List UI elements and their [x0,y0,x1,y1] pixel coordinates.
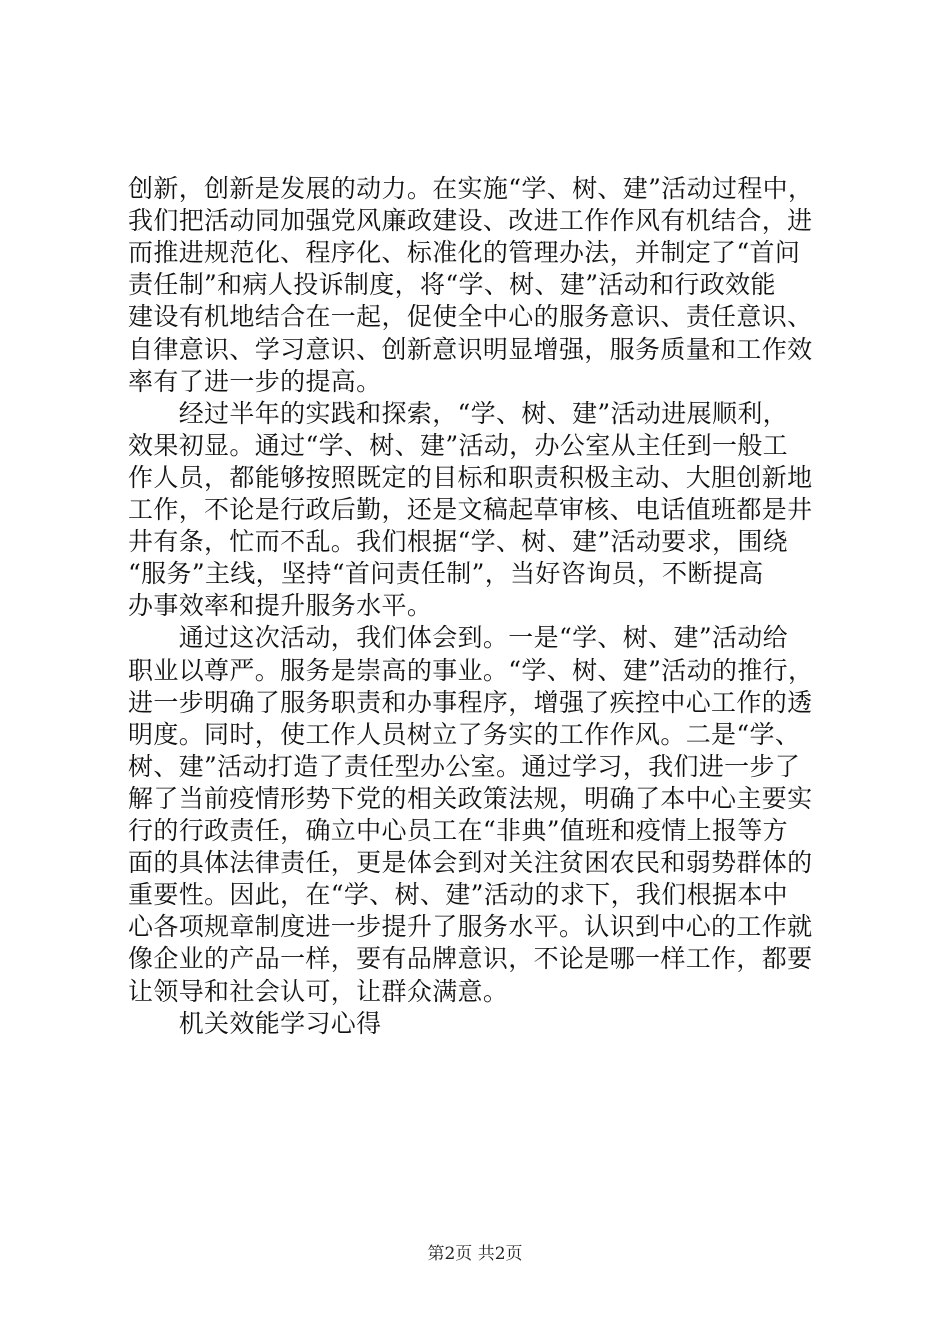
page-footer: 第2页 共2页 [427,1244,523,1264]
text-line: 面的具体法律责任，更是体会到对关注贫困农民和弱势群体的 [128,848,813,878]
text-line: 效果初显。通过“学、树、建”活动，办公室从主任到一般工 [128,430,789,460]
text-line: 行的行政责任，确立中心员工在“非典”值班和疫情上报等方 [128,816,789,845]
text-line: 重要性。因此，在“学、树、建”活动的求下，我们根据本中 [128,880,789,910]
text-line: 树、建”活动打造了责任型办公室。通过学习，我们进一步了 [128,751,801,781]
text-line: 让领导和社会认可，让群众满意。 [128,976,509,1006]
text-line: 经过半年的实践和探索，“学、树、建”活动进展顺利， [128,398,789,428]
text-line: 通过这次活动，我们体会到。一是“学、树、建”活动给 [128,623,789,653]
text-line: 责任制”和病人投诉制度，将“学、树、建”活动和行政效能 [128,270,776,300]
text-line: 工作，不论是行政后勤，还是文稿起草审核、电话值班都是井 [128,495,813,524]
text-line: 职业以尊严。服务是崇高的事业。“学、树、建”活动的推行， [128,655,814,685]
text-line: 我们把活动同加强党风廉政建设、改进工作作风有机结合，进 [128,206,813,236]
text-line: 心各项规章制度进一步提升了服务水平。认识到中心的工作就 [128,912,813,942]
text-line: 明度。同时，使工作人员树立了务实的工作作风。二是“学、 [128,719,801,749]
text-line: 进一步明确了服务职责和办事程序，增强了疾控中心工作的透 [128,687,813,717]
text-line: 率有了进一步的提高。 [128,366,382,396]
text-line: 创新，创新是发展的动力。在实施“学、树、建”活动过程中， [128,174,814,203]
text-line: 作人员，都能够按照既定的目标和职责积极主动、大胆创新地 [128,462,813,492]
text-line: 而推进规范化、程序化、标准化的管理办法，并制定了“首问 [128,238,801,268]
text-line: 自律意识、学习意识、创新意识明显增强，服务质量和工作效 [128,334,813,364]
text-line: 机关效能学习心得 [128,1008,382,1038]
text-line: “服务”主线，坚持“首问责任制”，当好咨询员，不断提高 [128,559,764,589]
text-line: 井有条，忙而不乱。我们根据“学、树、建”活动要求，围绕 [128,527,789,557]
text-line: 建设有机地结合在一起，促使全中心的服务意识、责任意识、 [128,302,813,332]
text-line: 解了当前疫情形势下党的相关政策法规，明确了本中心主要实 [128,783,813,813]
text-line: 像企业的产品一样，要有品牌意识，不论是哪一样工作，都要 [128,944,813,974]
text-line: 办事效率和提升服务水平。 [128,591,433,621]
